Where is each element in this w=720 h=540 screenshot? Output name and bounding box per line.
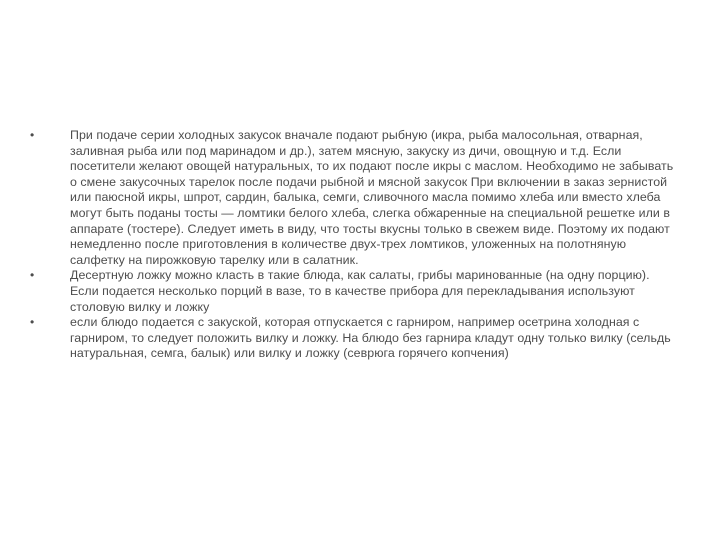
bullet-text: если блюдо подается с закуской, которая отпускается с гарниром, например осетрина холодная с гарниром, то следует положить вилку и ложку. На блюдо без гарнира кладут одну только вилку (сельдь натуральная, семга, балык) или вилку и ложку (севрюга горячего копчения) <box>70 315 671 361</box>
bullet-icon: • <box>30 268 35 283</box>
bullet-text: Десертную ложку можно класть в такие блюда, как салаты, грибы маринованные (на одну порцию). Если подается несколько порций в вазе, то в качестве прибора для перекладывания используют столовую вилку и ложку <box>70 268 650 314</box>
bullet-list <box>30 128 680 362</box>
bullet-icon: • <box>30 315 35 330</box>
bullet-text: При подаче серии холодных закусок вначале подают рыбную (икра, рыба малосольная, отварная, заливная рыба или под маринадом и др.), затем мясную, закуску из дичи, овощную и т.д. Если посетители желают овощей натуральных, то их подают после икры с маслом. Необходимо не забывать о смене закусочных тарелок после подачи рыбной и мясной закусок При включении в заказ зернистой или паюсной икры, шпрот, сардин, балыка, семги, сливочного масла помимо хлеба или вместо хлеба могут быть поданы тосты — ломтики белого хлеба, слегка обжаренные на специальной решетке или в аппарате (тостере). Следует иметь в виду, что тосты вкусны только в свежем виде. Поэтому их подают немедленно после приготовления в количестве двух-трех ломтиков, уложенных на полотняную салфетку на пирожковую тарелку или в салатник. <box>70 128 674 267</box>
bullet-item-dessert-spoon <box>30 268 680 315</box>
bullet-item-garnish-cutlery <box>30 315 680 362</box>
bullet-icon: • <box>30 128 35 142</box>
bullet-item-serving-order <box>30 128 680 268</box>
